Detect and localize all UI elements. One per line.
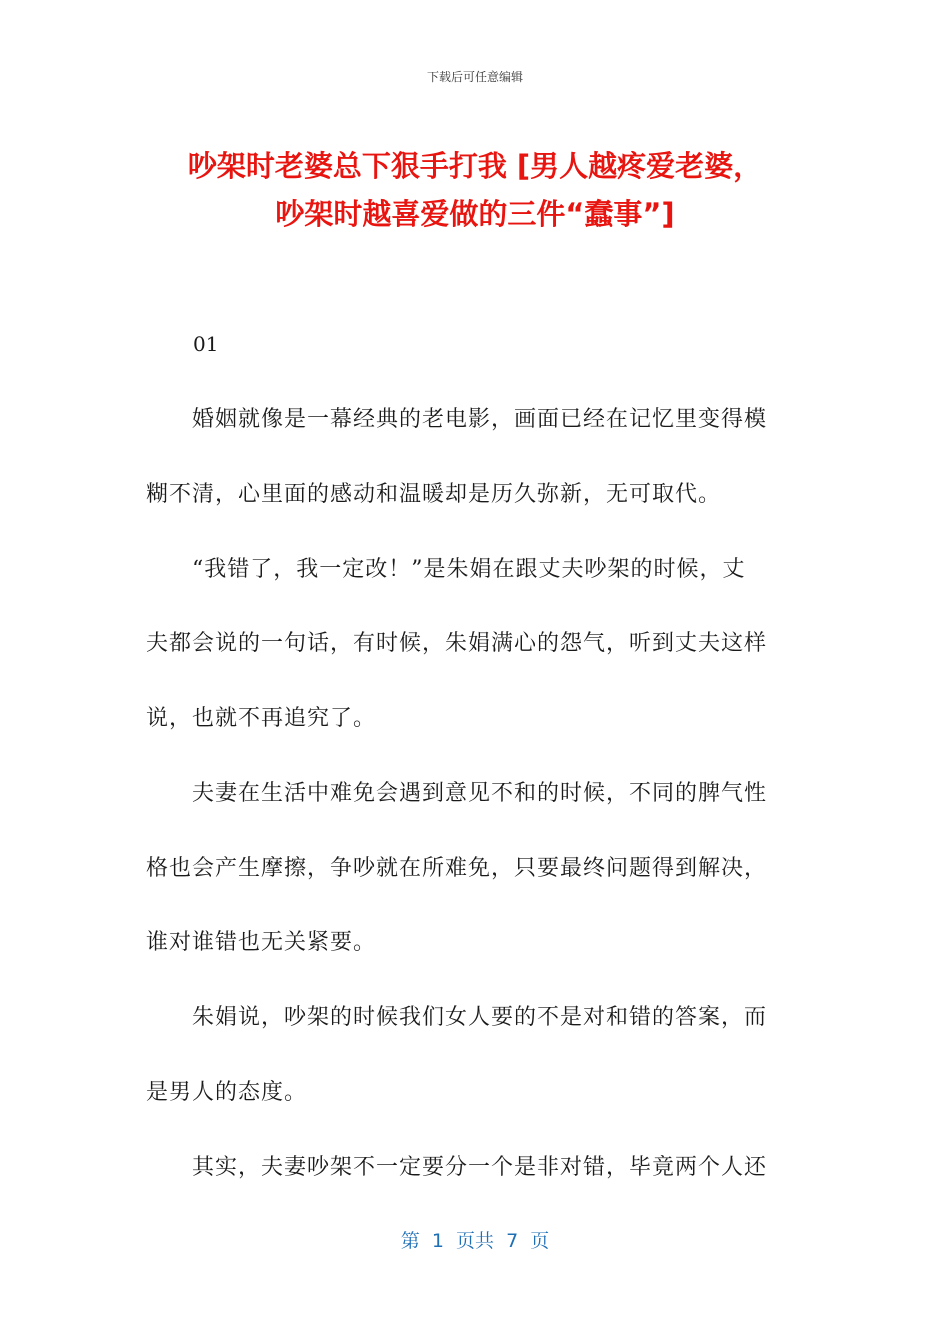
body-line: 是男人的态度。 [146, 1080, 308, 1105]
body-line: “我错了，我一定改！”是朱娟在跟丈夫吵架的时候，丈 [146, 557, 746, 582]
body-line: 糊不清，心里面的感动和温暖却是历久弥新，无可取代。 [146, 482, 722, 507]
document-title [130, 142, 820, 238]
body-line: 夫妻在生活中难免会遇到意见不和的时候，不同的脾气性 [146, 781, 768, 806]
body-line: 格也会产生摩擦，争吵就在所难免，只要最终问题得到解决， [146, 856, 768, 881]
body-line: 其实，夫妻吵架不一定要分一个是非对错，毕竟两个人还 [146, 1155, 768, 1180]
header-note: 下载后可任意编辑 [426, 70, 523, 84]
body-line: 夫都会说的一句话，有时候，朱娟满心的怨气，听到丈夫这样 [146, 631, 768, 656]
body-line: 说，也就不再追究了。 [146, 706, 377, 731]
title-line-2: 吵架时越喜爱做的三件“蠢事”] [275, 197, 675, 231]
body-line: 婚姻就像是一幕经典的老电影，画面已经在记忆里变得模 [146, 407, 768, 432]
section-number: 01 [193, 332, 219, 356]
body-line: 朱娟说，吵架的时候我们女人要的不是对和错的答案，而 [146, 1005, 768, 1030]
page-footer: 第 1 页共 7 页 [400, 1230, 550, 1252]
body-line: 谁对谁错也无关紧要。 [146, 930, 377, 955]
title-line-1: 吵架时老婆总下狠手打我 [男人越疼爱老婆， [187, 149, 763, 183]
